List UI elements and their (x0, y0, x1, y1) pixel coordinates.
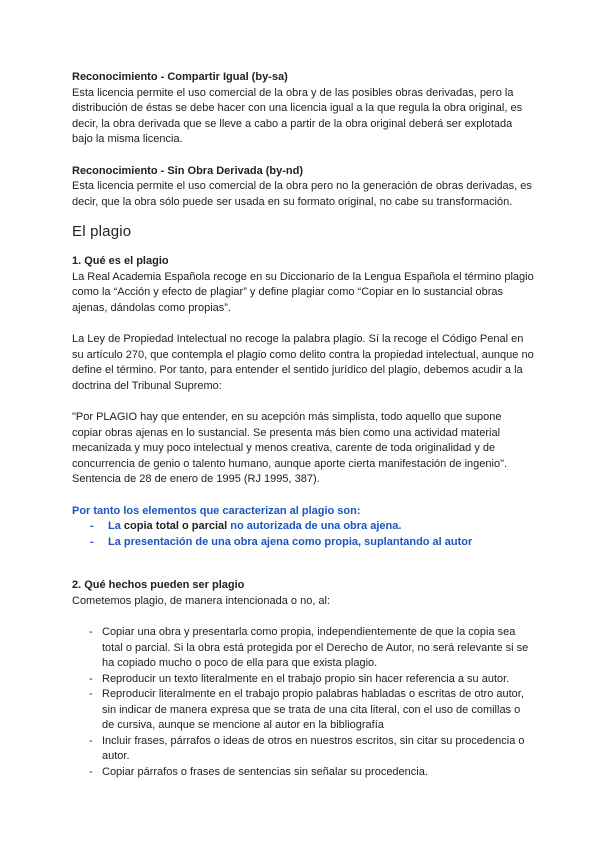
elements-intro: Por tanto los elementos que caracterizan al plagio son: (72, 504, 361, 517)
section-1-paragraph-2: La Ley de Propiedad Intelectual no recoge la palabra plagio. Sí la recoge el Código Penal en su artículo 270, que contempla el plagio como delito contra la propiedad intelectual, aunque no define el término. Por tanto, para entender el sentido jurídico del plagio, debemos acudir a la doctrina del Tribunal Supremo: (72, 333, 534, 392)
list-item: - Reproducir un texto literalmente en el trabajo propio sin hacer referencia a su autor. (89, 672, 510, 685)
section-1-paragraph-1: La Real Academia Española recoge en su Diccionario de la Lengua Española el término plagio como la “Acción y efecto de plagiar” y define plagiar como “Copiar en lo sustancial obras ajenas, dándolas como propias”. (72, 270, 534, 314)
document-page (72, 70, 534, 780)
list-dash: - (90, 535, 94, 548)
by-sa-title: Reconocimiento - Compartir Igual (by-sa) (72, 71, 288, 83)
list-item: - Copiar una obra y presentarla como propia, independientemente de que la copia sea total o parcial. Si la obra está protegida por el Derecho de Autor, no será relevante si se ha copiado mucho o poco de ella para que exista plagio. (89, 626, 529, 669)
list-item: - Incluir frases, párrafos o ideas de otros en nuestros escritos, sin citar su procedencia o autor. (89, 734, 525, 762)
by-nd-text: Esta licencia permite el uso comercial de la obra pero no la generación de obras derivadas, es decir, que la obra sólo puede ser usada en su formato original, no cabe su transformación. (72, 180, 532, 208)
section-2-title: 2. Qué hechos pueden ser plagio (72, 579, 245, 591)
facts-list (72, 625, 534, 780)
list-dash: - (90, 520, 94, 532)
by-nd-title: Reconocimiento - Sin Obra Derivada (by-nd) (72, 164, 304, 177)
list-item: - Copiar párrafos o frases de sentencias sin señalar su procedencia. (89, 765, 428, 778)
list-item: - Reproducir literalmente en el trabajo propio palabras habladas o escritas de otro autor, sin indicar de manera expresa que se trata de una cita literal, con el uso de comillas o de cursiva, aunque se mencione al autor en la bibliografía (89, 688, 524, 731)
section-2-intro: Cometemos plagio, de manera intencionada o no, al: (72, 594, 331, 607)
section-1-title: 1. Qué es el plagio (72, 255, 169, 267)
plagio-heading: El plagio (72, 223, 132, 240)
section-1-quote: "Por PLAGIO hay que entender, en su acepción más simplista, todo aquello que supone copiar obras ajenas en lo sustancial. Se presenta más bien como una actividad material mecanizada y muy poco intelectual y menos creativa, carente de toda originalidad y de concurrencia de genio o talento humano, aunque aporte cierta manifestación de ingenio". Sentencia de 28 de enero de 1995 (RJ 1995, 387). (72, 411, 508, 485)
list-item: - La copia total o parcial no autorizada de una obra ajena. (72, 519, 534, 535)
elements-list (72, 519, 534, 550)
list-item: - La presentación de una obra ajena como propia, suplantando al autor (72, 535, 534, 551)
by-sa-text: Esta licencia permite el uso comercial de la obra y de las posibles obras derivadas, pero la distribución de éstas se debe hacer con una licencia igual a la que regula la obra original, es decir, la obra derivada que se lleve a cabo a partir de la obra original deberá ser explotada bajo la misma licencia. (72, 86, 523, 145)
